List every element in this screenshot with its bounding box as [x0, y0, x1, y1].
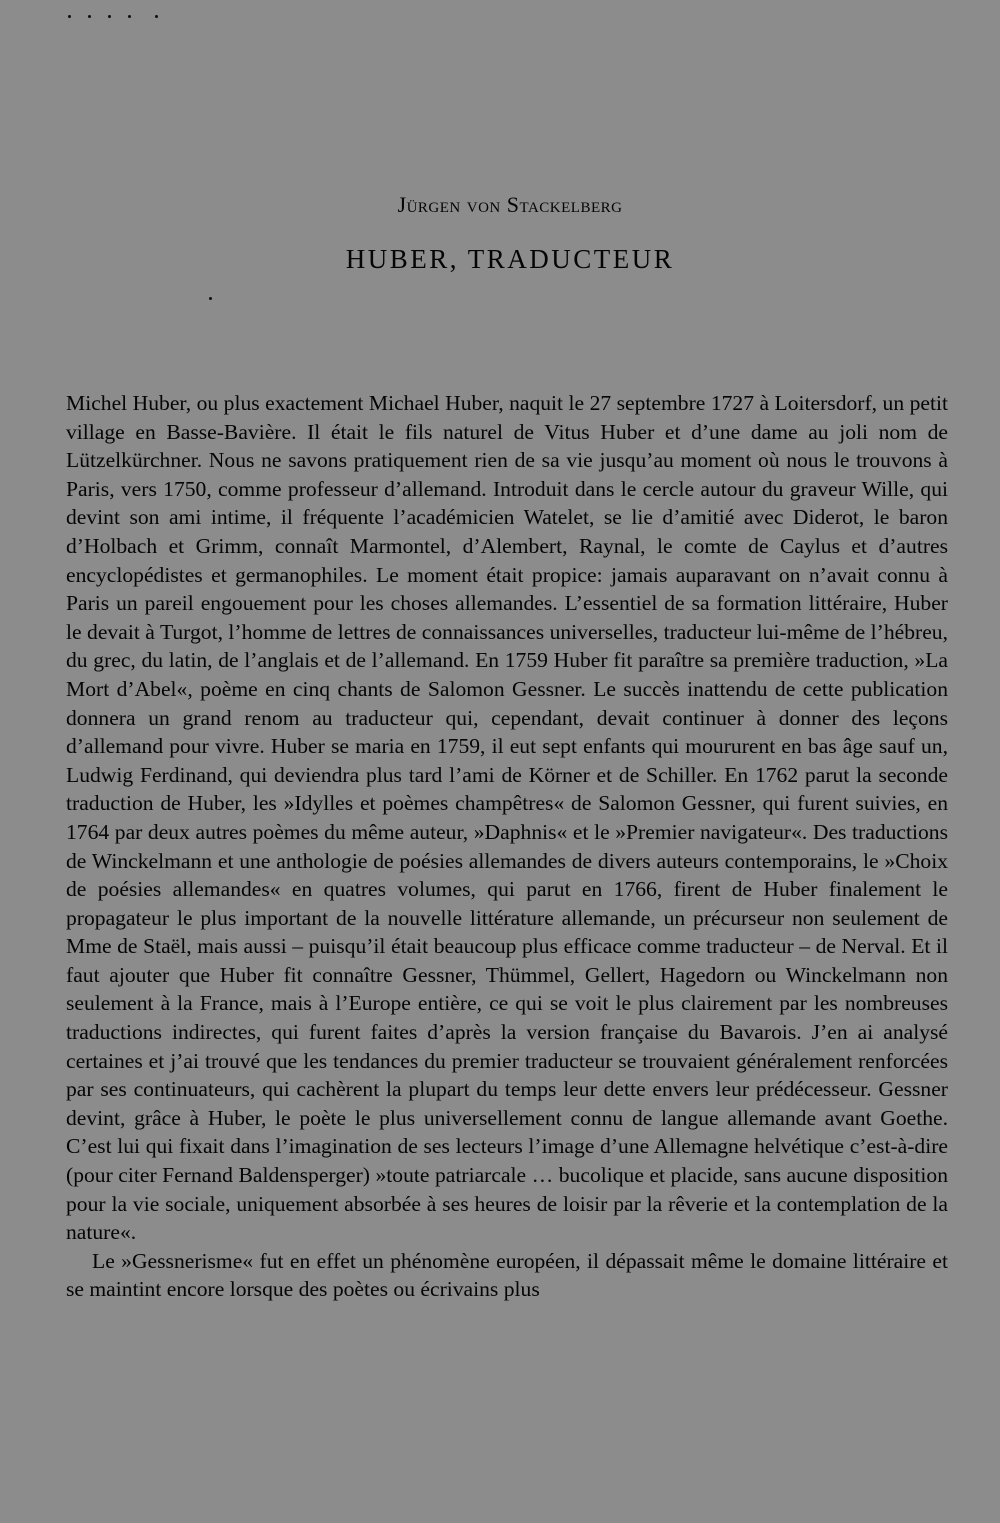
author-name: Jürgen von Stackelberg: [397, 192, 623, 217]
scan-speck: [155, 15, 158, 18]
scan-speck: [68, 15, 71, 18]
paragraph: Michel Huber, ou plus exactement Michael Huber, naquit le 27 septembre 1727 à Loitersdorf, un petit village en Basse-Bavière. Il était le fils naturel de Vitus Huber et d’une dame au joli nom de Lützelkürchner. Nous ne savons pratiquement rien de sa vie jusqu’au moment où nous le trouvons à Paris, vers 1750, comme professeur d’allemand. Introduit dans le cercle autour du graveur Wille, qui devint son ami intime, il fréquente l’académicien Watelet, se lie d’amitié avec Diderot, le baron d’Holbach et Grimm, connaît Marmontel, d’Alembert, Raynal, le comte de Caylus et d’autres encyclopédistes et germanophiles. Le moment était propice: jamais auparavant on n’avait connu à Paris un pareil engouement pour les choses allemandes. L’essentiel de sa formation littéraire, Huber le devait à Turgot, l’homme de lettres de connaissances universelles, traducteur lui-même de l’hébreu, du grec, du latin, de l’anglais et de l’allemand. En 1759 Huber fit paraître sa première traduction, »La Mort d’Abel«, poème en cinq chants de Salomon Gessner. Le succès inattendu de cette publication donnera un grand renom au traducteur qui, cependant, devait continuer à donner des leçons d’allemand pour vivre. Huber se maria en 1759, il eut sept enfants qui moururent en bas âge sauf un, Ludwig Ferdinand, qui deviendra plus tard l’ami de Körner et de Schiller. En 1762 parut la seconde traduction de Huber, les »Idylles et poèmes champêtres« de Salomon Gessner, qui furent suivies, en 1764 par deux autres poèmes du même auteur, »Daphnis« et le »Premier navigateur«. Des traductions de Winckelmann et une anthologie de poésies allemandes de divers auteurs contemporains, le »Choix de poésies allemandes« en quatres volumes, qui parut en 1766, firent de Huber finalement le propagateur le plus important de la nouvelle littérature allemande, un précurseur non seulement de Mme de Staël, mais aussi – puisqu’il était beaucoup plus efficace comme traducteur – de Nerval. Et il faut ajouter que Huber fit connaître Gessner, Thümmel, Gellert, Hagedorn ou Winckelmann non seulement à la France, mais à l’Europe entière, ce qui se voit le plus clairement par les nombreuses traductions indirectes, qui furent faites d’après la version française du Bavarois. J’en ai analysé certaines et j’ai trouvé que les tendances du premier traducteur se trouvaient généralement renforcées par ses continuateurs, qui cachèrent la plupart du temps leur dette envers leur prédécesseur. Gessner devint, grâce à Huber, le poète le plus universellement connu de langue allemande avant Goethe. C’est lui qui fixait dans l’imagination de ses lecteurs l’image d’une Allemagne helvétique c’est-à-dire (pour citer Fernand Baldensperger) »toute patriarcale … bucolique et placide, sans aucune disposition pour la vie sociale, uniquement absorbée à ses heures de loisir par la rêverie et la contemplation de la nature«.: [66, 391, 948, 1245]
paragraph: Le »Gessnerisme« fut en effet un phénomène européen, il dépassait même le domaine littéraire et se maintint encore lorsque des poètes ou écrivains plus: [66, 1248, 948, 1302]
article-body: [66, 389, 948, 1304]
scan-speck: [88, 15, 91, 18]
scan-speck: [128, 15, 131, 18]
article-title: HUBER, TRADUCTEUR: [345, 244, 675, 274]
scan-speck: [209, 297, 212, 300]
scan-speck: [108, 15, 111, 18]
